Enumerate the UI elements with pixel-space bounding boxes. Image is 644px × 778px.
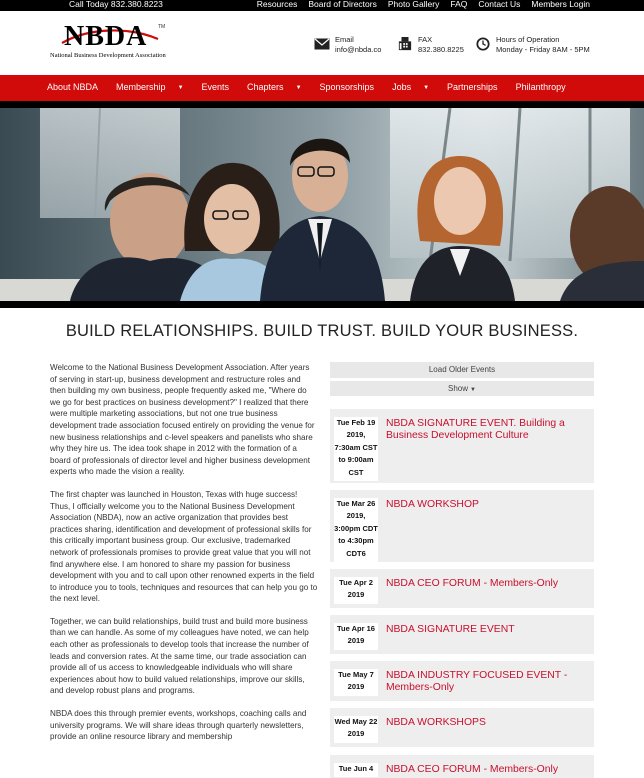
site-header <box>0 11 644 75</box>
event-item[interactable] <box>330 708 594 747</box>
hours-info <box>475 35 590 55</box>
event-item[interactable] <box>330 409 594 483</box>
fax-label: FAX <box>418 35 433 44</box>
hero-top-band <box>0 101 644 108</box>
welcome-paragraph: Together, we can build relationships, build trust and build more business than we can handle. As some of my colleagues have noted, we can help each other as professionals to develop tools that increase the number of leads and conversion rates. At the same time, our trade association can provide all of us access to knowledgeable individuals who will share experiences about how to build valued relationships, improve our skills, and develop robust plans and programs. <box>50 616 309 696</box>
nav-label: Events <box>201 82 230 92</box>
logo-tagline: National Business Development Association <box>50 52 166 59</box>
event-date: Tue Apr 16 2019 <box>334 623 378 650</box>
event-date: Tue Mar 26 2019, 3:00pm CDT to 4:30pm CDT6 <box>334 498 378 562</box>
nav-label: Membership <box>116 82 166 92</box>
top-links <box>246 0 590 9</box>
welcome-paragraph: Welcome to the National Business Development Association. After years of serving in start-up, business development and restructure roles and then building my own business, people frequently asked me, "Where do we go for best practices on business development?" I realized that there were multiple marketing associations, but not one true business development trade association focused entirely on providing the venue for new business relationships and c-level speakers and panelists who share why they hire us. The idea took shape in 2012 with the formation of a board of professionals of director level and higher business development experts who made the vision a reality. <box>50 363 315 477</box>
events-panel <box>330 362 594 775</box>
event-title-link[interactable]: NBDA SIGNATURE EVENT <box>386 624 515 635</box>
show-dropdown-button[interactable] <box>330 381 594 396</box>
nav-label: Jobs <box>392 82 412 92</box>
caret-down-icon: ▼ <box>177 85 184 91</box>
nav-item-sponsorships[interactable] <box>320 82 384 92</box>
nav-item-jobs[interactable] <box>392 82 438 92</box>
page-headline: BUILD RELATIONSHIPS. BUILD TRUST. BUILD YOUR BUSINESS. <box>65 322 579 340</box>
fax-icon <box>397 37 413 51</box>
link-members-login[interactable]: Members Login <box>531 0 590 9</box>
event-date: Tue Apr 2 2019 <box>334 577 378 604</box>
clock-icon <box>475 37 491 51</box>
event-item[interactable] <box>330 569 594 608</box>
event-title-link[interactable]: NBDA SIGNATURE EVENT. Building a Business Development Culture <box>386 418 565 441</box>
caret-down-icon: ▼ <box>295 85 302 91</box>
event-item[interactable] <box>330 661 594 701</box>
event-item[interactable] <box>330 615 594 654</box>
nav-item-chapters[interactable] <box>247 82 310 92</box>
nav-label: Sponsorships <box>319 82 375 92</box>
link-faq[interactable]: FAQ <box>450 0 468 9</box>
nav-item-about[interactable] <box>47 82 107 92</box>
link-resources[interactable]: Resources <box>256 0 298 9</box>
fax-value: 832.380.8225 <box>418 45 464 54</box>
nav-item-membership[interactable] <box>116 82 192 92</box>
welcome-text <box>50 362 318 754</box>
nav-item-events[interactable] <box>202 82 239 92</box>
nav-item-partnerships[interactable] <box>447 82 507 92</box>
event-date: Wed May 22 2019 <box>334 716 378 743</box>
event-title-link[interactable]: NBDA INDUSTRY FOCUSED EVENT - Members-Only <box>386 670 568 693</box>
hero-photo <box>0 101 644 308</box>
main-nav <box>0 75 644 101</box>
load-older-label: Load Older Events <box>428 365 496 374</box>
link-board-of-directors[interactable]: Board of Directors <box>308 0 377 9</box>
link-contact-us[interactable]: Contact Us <box>478 0 521 9</box>
nav-item-philanthropy[interactable] <box>516 82 575 92</box>
welcome-paragraph: The first chapter was launched in Houston, Texas with huge success! Thus, I officially welcome you to the National Business Development Association (NBDA), now an active organization that provides best practices sharing, identification and development of professional skills for this critically important business group. Our exclusive, trademarked network of professionals promises to provide great value that you will not find anywhere else. I am honored to share my passion for business development with you and to call upon other renowned experts in the field to introduce you to tools, techniques and resources that can help you go to the next level. <box>50 489 318 604</box>
load-older-events-button[interactable] <box>330 362 594 378</box>
nav-label: Chapters <box>247 82 284 92</box>
event-date: Tue Jun 4 <box>334 763 378 777</box>
hours-value: Monday - Friday 8AM - 5PM <box>496 45 590 54</box>
nbda-logo[interactable] <box>50 23 176 63</box>
call-today-text: Call Today 832.380.8223 <box>69 0 163 9</box>
hero-bottom-band <box>0 301 644 308</box>
caret-down-icon: ▼ <box>470 387 476 393</box>
email-value[interactable]: info@nbda.co <box>335 45 382 54</box>
caret-down-icon: ▼ <box>423 85 430 91</box>
event-date: Tue Feb 19 2019, 7:30am CST to 9:00am CST <box>334 417 378 481</box>
link-photo-gallery[interactable]: Photo Gallery <box>387 0 440 9</box>
event-item[interactable] <box>330 755 594 778</box>
event-title-link[interactable]: NBDA CEO FORUM - Members-Only <box>386 578 559 589</box>
email-label: Email <box>335 35 354 44</box>
show-label: Show <box>448 384 469 393</box>
event-item[interactable] <box>330 490 594 562</box>
event-title-link[interactable]: NBDA WORKSHOPS <box>386 717 486 728</box>
hero-illustration <box>0 101 644 308</box>
logo-tm: TM <box>158 24 166 30</box>
nav-label: Partnerships <box>447 82 498 92</box>
fax-info <box>397 35 464 55</box>
envelope-icon <box>314 37 330 51</box>
email-info <box>314 35 381 55</box>
event-date: Tue May 7 2019 <box>334 669 378 696</box>
logo-mark: NBDA <box>64 21 148 52</box>
hours-label: Hours of Operation <box>496 35 560 44</box>
welcome-paragraph: NBDA does this through premier events, workshops, coaching calls and university programs. We will share ideas through quarterly newsletters, provide an online resource library and membership <box>50 709 307 742</box>
nav-label: About NBDA <box>47 82 99 92</box>
top-bar <box>0 0 644 11</box>
nav-label: Philanthropy <box>515 82 566 92</box>
event-title-link[interactable]: NBDA CEO FORUM - Members-Only <box>386 764 559 775</box>
event-title-link[interactable]: NBDA WORKSHOP <box>386 499 479 510</box>
